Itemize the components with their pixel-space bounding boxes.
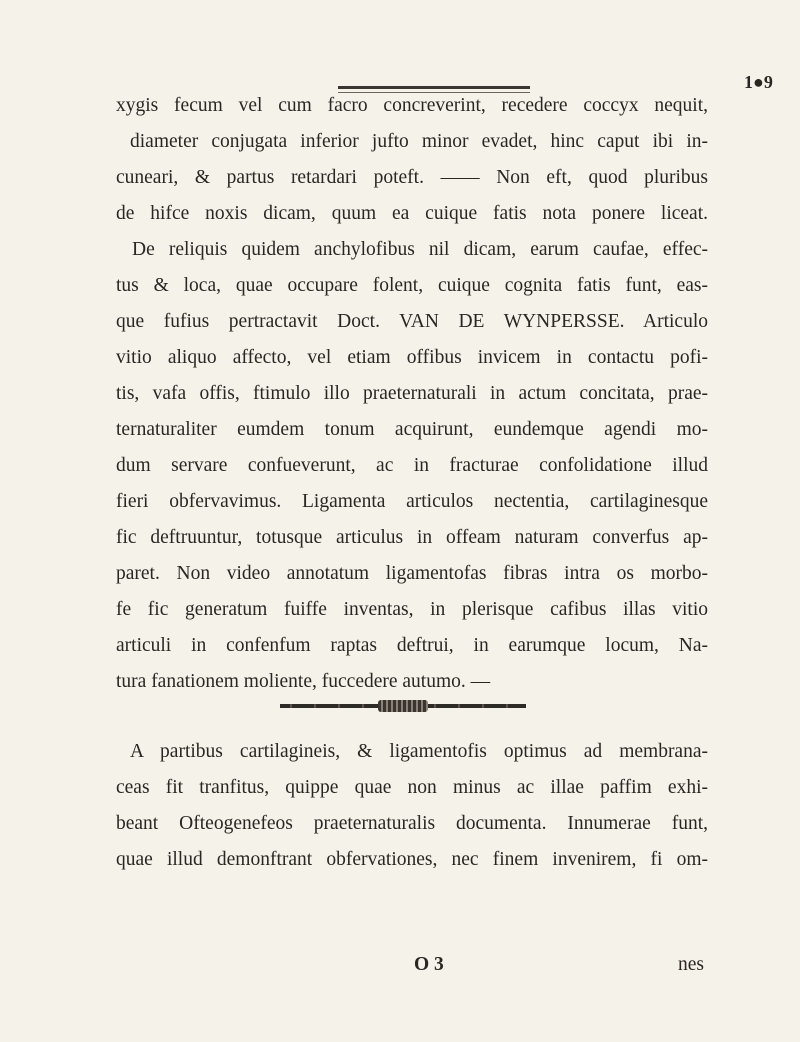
page-number: 1●9 xyxy=(744,72,773,92)
text-line: vitio aliquo affecto, vel etiam offibus invicem in contactu pofi- xyxy=(116,347,708,368)
text-line: ceas fit tranfitus, quippe quae non minus ac illae paffim exhi- xyxy=(116,777,708,798)
text-line: dum servare confueverunt, ac in fracturae confolidatione illud xyxy=(116,455,708,476)
text-line: articuli in confenfum raptas deftrui, in earumque locum, Na- xyxy=(116,635,708,656)
text-line: ternaturaliter eumdem tonum acquirunt, eundemque agendi mo- xyxy=(116,419,708,440)
text-line: beant Ofteogenefeos praeternaturalis documenta. Innumerae funt, xyxy=(116,813,708,834)
text-line: xygis fecum vel cum facro concreverint, recedere coccyx nequit, xyxy=(116,95,708,116)
text-line: De reliquis quidem anchylofibus nil dicam, earum caufae, effec- xyxy=(132,239,708,260)
text-line: A partibus cartilagineis, & ligamentofis optimus ad membrana- xyxy=(130,741,708,762)
divider-ornament xyxy=(378,700,428,712)
paragraph-1 xyxy=(116,88,708,700)
text-line: fe fic generatum fuiffe inventas, in plerisque cafibus illas vitio xyxy=(116,599,708,620)
text-line: fic deftruuntur, totusque articulus in offeam naturam converfus ap- xyxy=(116,527,708,548)
signature-mark: O 3 xyxy=(414,954,444,975)
text-line: de hifce noxis dicam, quum ea cuique fatis nota ponere liceat. xyxy=(116,203,708,224)
text-line: tura fanationem moliente, fuccedere autumo. — xyxy=(116,671,491,692)
text-line: cuneari, & partus retardari poteft. —— Non eft, quod pluribus xyxy=(116,167,708,188)
text-line: diameter conjugata inferior jufto minor evadet, hinc caput ibi in- xyxy=(130,131,708,152)
catchword: nes xyxy=(678,954,704,975)
text-line: fieri obfervavimus. Ligamenta articulos nectentia, cartilaginesque xyxy=(116,491,708,512)
text-line: quae illud demonftrant obfervationes, nec finem invenirem, fi om- xyxy=(116,849,708,870)
text-line: tus & loca, quae occupare folent, cuique cognita fatis funt, eas- xyxy=(116,275,708,296)
paragraph-2 xyxy=(116,734,708,878)
text-line: paret. Non video annotatum ligamentofas fibras intra os morbo- xyxy=(116,563,708,584)
text-line: tis, vafa offis, ftimulo illo praeternaturali in actum concitata, prae- xyxy=(116,383,708,404)
text-line: que fufius pertractavit Doct. VAN DE WYNPERSSE. Articulo xyxy=(116,311,708,332)
